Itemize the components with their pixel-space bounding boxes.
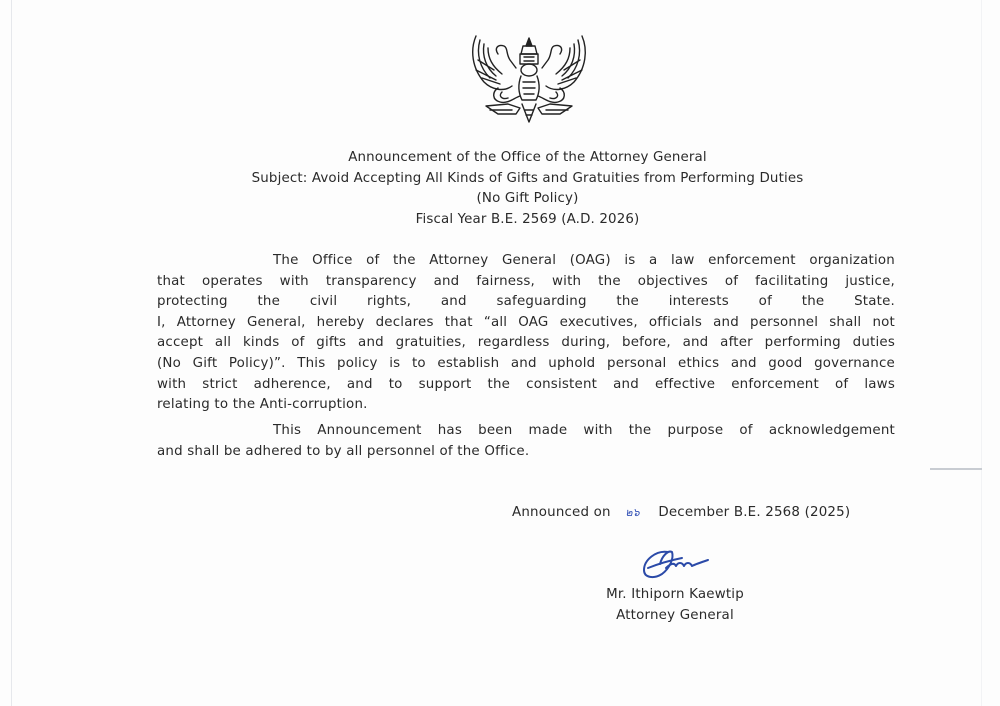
paragraph-acknowledgement [157, 421, 895, 462]
announcement-title: Announcement of the Office of the Attorney General [348, 150, 707, 165]
paragraph-line: protecting the civil rights, and safeguarding the interests of the State. [157, 294, 895, 310]
announcement-subject: Subject: Avoid Accepting All Kinds of Gifts and Gratuities from Performing Duties [251, 170, 804, 186]
handwritten-signature-icon [638, 546, 712, 582]
paragraph-line: relating to the Anti-corruption. [157, 397, 368, 413]
paragraph-line: (No Gift Policy)”. This policy is to establish and uphold personal ethics and good governance [157, 355, 895, 371]
announced-on-label: Announced on [512, 505, 611, 520]
signer-position: Attorney General [616, 607, 734, 623]
signer-name: Mr. Ithiporn Kaewtip [606, 587, 744, 602]
announcement-date [512, 503, 850, 521]
scan-edge-artifact [11, 0, 12, 706]
paragraph-line: that operates with transparency and fairness, with the objectives of facilitating justice, [157, 273, 895, 289]
paragraph-line: and shall be adhered to by all personnel of the Office. [157, 443, 530, 459]
announced-month-year: December B.E. 2568 (2025) [658, 505, 851, 520]
paragraph-line: This Announcement has been made with the purpose of acknowledgement [273, 423, 895, 438]
policy-name: (No Gift Policy) [476, 191, 579, 206]
scan-line-artifact [930, 468, 982, 470]
paragraph-line: The Office of the Attorney General (OAG) is a law enforcement organization [273, 253, 895, 268]
document-header [150, 148, 905, 230]
paragraph-policy-statement [157, 251, 895, 416]
paragraph-line: I, Attorney General, hereby declares that “all OAG executives, officials and personnel shall not [157, 314, 895, 330]
handwritten-day: ๒๖ [625, 506, 640, 519]
scan-edge-artifact [981, 0, 982, 706]
paragraph-line: with strict adherence, and to support the consistent and effective enforcement of laws [157, 376, 895, 392]
fiscal-year: Fiscal Year B.E. 2569 (A.D. 2026) [415, 211, 640, 227]
paragraph-line: accept all kinds of gifts and gratuities, regardless during, before, and after performing duties [157, 335, 895, 351]
garuda-emblem-icon [468, 30, 590, 126]
signer-block [560, 585, 790, 626]
